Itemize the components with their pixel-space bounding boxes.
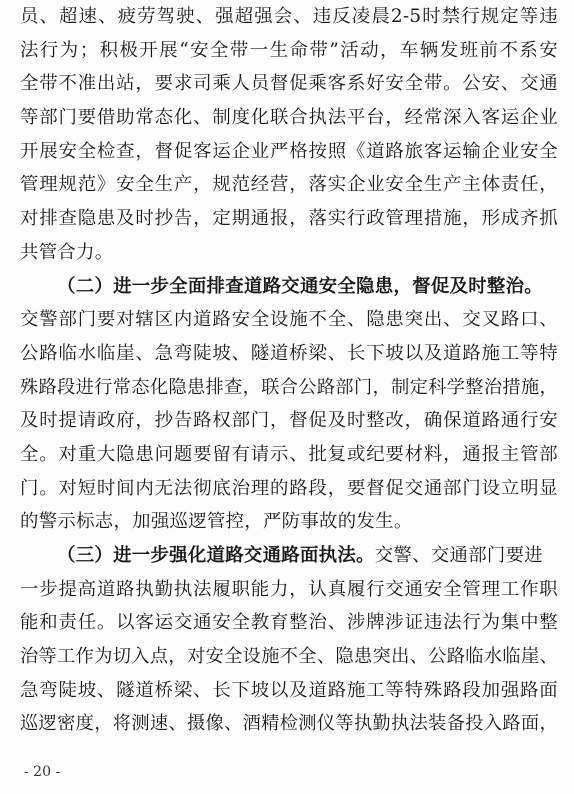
text-line: 公路临水临崖、急弯陡坡、隧道桥梁、长下坡以及道路施工等特 [20, 342, 558, 364]
text-line: 共管合力。 [20, 241, 114, 263]
paragraph-1 [20, 0, 558, 270]
text-line: 一步提高道路执勤执法履职能力，认真履行交通安全管理工作职 [20, 578, 558, 600]
text-line: 巡逻密度，将测速、摄像、酒精检测仪等执勤执法装备投入路面， [20, 713, 558, 735]
text-line: 门。对短时间内无法彻底治理的路段，要督促交通部门设立明显 [20, 477, 558, 499]
page-number: - 20 - [24, 764, 61, 780]
text-line: 交警部门要对辖区内道路安全设施不全、隐患突出、交叉路口、 [20, 309, 558, 331]
text-line: 法行为；积极开展“安全带一生命带”活动，车辆发班前不系安 [20, 39, 558, 61]
text-line: 全带不准出站，要求司乘人员督促乘客系好安全带。公安、交通 [20, 73, 558, 95]
text-line: 员、超速、疲劳驾驶、强超强会、违反凌晨2-5时禁行规定等违 [20, 6, 558, 27]
text-line: 的警示标志，加强巡逻管控，严防事故的发生。 [20, 511, 413, 533]
text-line: 能和责任。以客运交通安全教育整治、涉牌涉证违法行为集中整 [20, 612, 558, 634]
text-line: 开展安全检查，督促客运企业严格按照《道路旅客运输企业安全 [20, 140, 558, 162]
paragraph-2 [20, 270, 558, 540]
text-line: 对排查隐患及时抄告，定期通报，落实行政管理措施，形成齐抓 [20, 208, 558, 230]
text-line: 全。对重大隐患问题要留有请示、批复或纪要材料，通报主管部 [20, 443, 558, 465]
text-line: 等部门要借助常态化、制度化联合执法平台，经常深入客运企业 [20, 107, 558, 129]
document-body [20, 0, 558, 741]
section-heading-tail: 交警、交通部门要进 [374, 545, 543, 566]
section-heading-2: （二）进一步全面排查道路交通安全隐患，督促及时整治。 [57, 275, 543, 297]
text-line: 治等工作为切入点，对安全设施不全、隐患突出、公路临水临崖、 [20, 646, 558, 668]
paragraph-3 [20, 539, 558, 741]
section-heading-line-3 [20, 539, 558, 573]
text-line: 殊路段进行常态化隐患排查，联合公路部门，制定科学整治措施， [20, 376, 558, 398]
text-line: 管理规范》安全生产，规范经营，落实企业安全生产主体责任， [20, 174, 558, 196]
text-line: 及时提请政府，抄告路权部门，督促及时整改，确保道路通行安 [20, 410, 558, 432]
text-line: 急弯陡坡、隧道桥梁、长下坡以及道路施工等特殊路段加强路面 [20, 679, 558, 701]
section-heading-3: （三）进一步强化道路交通路面执法。 [57, 545, 375, 566]
